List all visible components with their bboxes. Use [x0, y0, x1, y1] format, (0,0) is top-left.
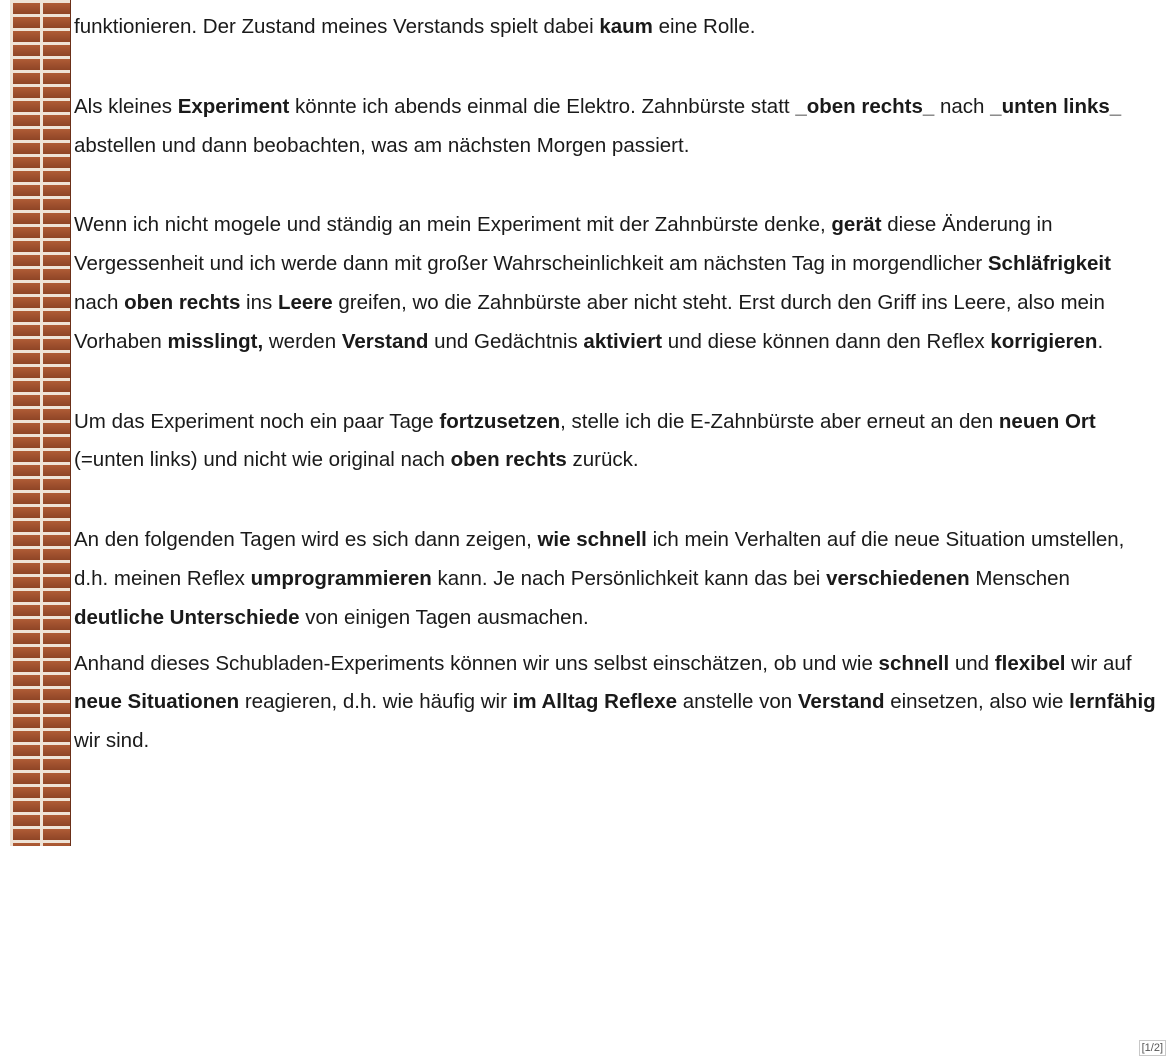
bold-text: neuen Ort [998, 409, 1096, 433]
bold-text: oben rechts [124, 290, 241, 314]
bold-text: oben rechts [450, 448, 567, 472]
text-run: ich mein Verhalten auf die neue Situation umstellen, d.h. meinen Reflex [74, 528, 1125, 590]
text-run: einsetzen, also wie [884, 690, 1070, 714]
paragraph-2 [74, 88, 1160, 166]
paragraph-3 [74, 206, 1160, 361]
text-run: Um das Experiment noch ein paar Tage [74, 409, 440, 433]
paragraph-5 [74, 521, 1160, 637]
bold-text: lernfähig [1069, 690, 1156, 714]
text-run: eine Rolle. [652, 15, 756, 38]
paragraph-1 [74, 8, 1160, 47]
bold-text: deutliche Unterschiede [74, 605, 300, 629]
text-run: wir auf [1065, 651, 1132, 675]
bold-text: _oben rechts_ [795, 94, 935, 118]
bold-text: _unten links_ [990, 94, 1122, 118]
bold-text: im Alltag Reflexe [512, 690, 678, 714]
bold-text: Schläfrigkeit [987, 252, 1111, 276]
bold-text: korrigieren [990, 329, 1098, 353]
text-run: . [1097, 329, 1104, 353]
text-run: nach [74, 290, 125, 314]
bold-text: Experiment [177, 94, 290, 118]
bold-text: umprogrammieren [250, 566, 432, 590]
text-run: könnte ich abends einmal die Elektro. Zahnbürste statt [289, 94, 796, 118]
text-run: funktionieren. Der Zustand meines Verstands spielt dabei [74, 15, 600, 38]
bold-text: misslingt, [167, 329, 264, 353]
text-run: von einigen Tagen ausmachen. [299, 605, 589, 629]
document-body [74, 8, 1160, 761]
bold-text: Leere [277, 290, 333, 314]
bold-text: aktiviert [583, 329, 663, 353]
text-run: , stelle ich die E-Zahnbürste aber erneut an den [560, 409, 999, 433]
text-run: werden [263, 329, 342, 353]
paragraph-4 [74, 403, 1160, 481]
text-run: und Gedächtnis [428, 329, 584, 353]
page-number: [1/2] [1139, 1040, 1166, 1056]
bold-text: neue Situationen [74, 690, 240, 714]
text-run: reagieren, d.h. wie häufig wir [239, 690, 513, 714]
text-run: Als kleines [74, 94, 178, 118]
text-run: An den folgenden Tagen wird es sich dann zeigen, [74, 528, 538, 552]
paragraph-6 [74, 645, 1160, 761]
bold-text: Verstand [341, 329, 429, 353]
text-run: und diese können dann den Reflex [662, 329, 991, 353]
text-run: Anhand dieses Schubladen-Experiments können wir uns selbst einschätzen, ob und wie [74, 651, 879, 675]
text-run: ins [240, 290, 278, 314]
text-run: nach [934, 94, 991, 118]
text-run: und [949, 651, 995, 675]
text-run: Wenn ich nicht mogele und ständig an mein Experiment mit der Zahnbürste denke, [74, 213, 832, 237]
text-run: (=unten links) und nicht wie original nach [74, 448, 451, 472]
bold-text: Verstand [797, 690, 885, 714]
brick-border-decoration [10, 0, 71, 846]
text-run: Menschen [969, 566, 1070, 590]
bold-text: fortzusetzen [439, 409, 561, 433]
text-run: greifen, wo die Zahnbürste aber nicht steht. Erst durch den Griff ins Leere, also mein Vorhaben [74, 290, 1105, 353]
bold-text: wie schnell [537, 528, 647, 552]
text-run: wir sind. [74, 729, 150, 753]
text-run: diese Änderung in Vergessenheit und ich werde dann mit großer Wahrscheinlichkeit am nächsten Tag in morgendlicher [74, 213, 1053, 276]
text-run: zurück. [566, 448, 639, 472]
bold-text: schnell [878, 651, 950, 675]
text-run: anstelle von [677, 690, 798, 714]
bold-text: verschiedenen [826, 566, 970, 590]
bold-text: flexibel [994, 651, 1066, 675]
bold-text: kaum [599, 15, 653, 38]
text-run: abstellen und dann beobachten, was am nächsten Morgen passiert. [74, 133, 690, 157]
bold-text: gerät [831, 213, 882, 237]
text-run: kann. Je nach Persönlichkeit kann das bei [431, 566, 827, 590]
